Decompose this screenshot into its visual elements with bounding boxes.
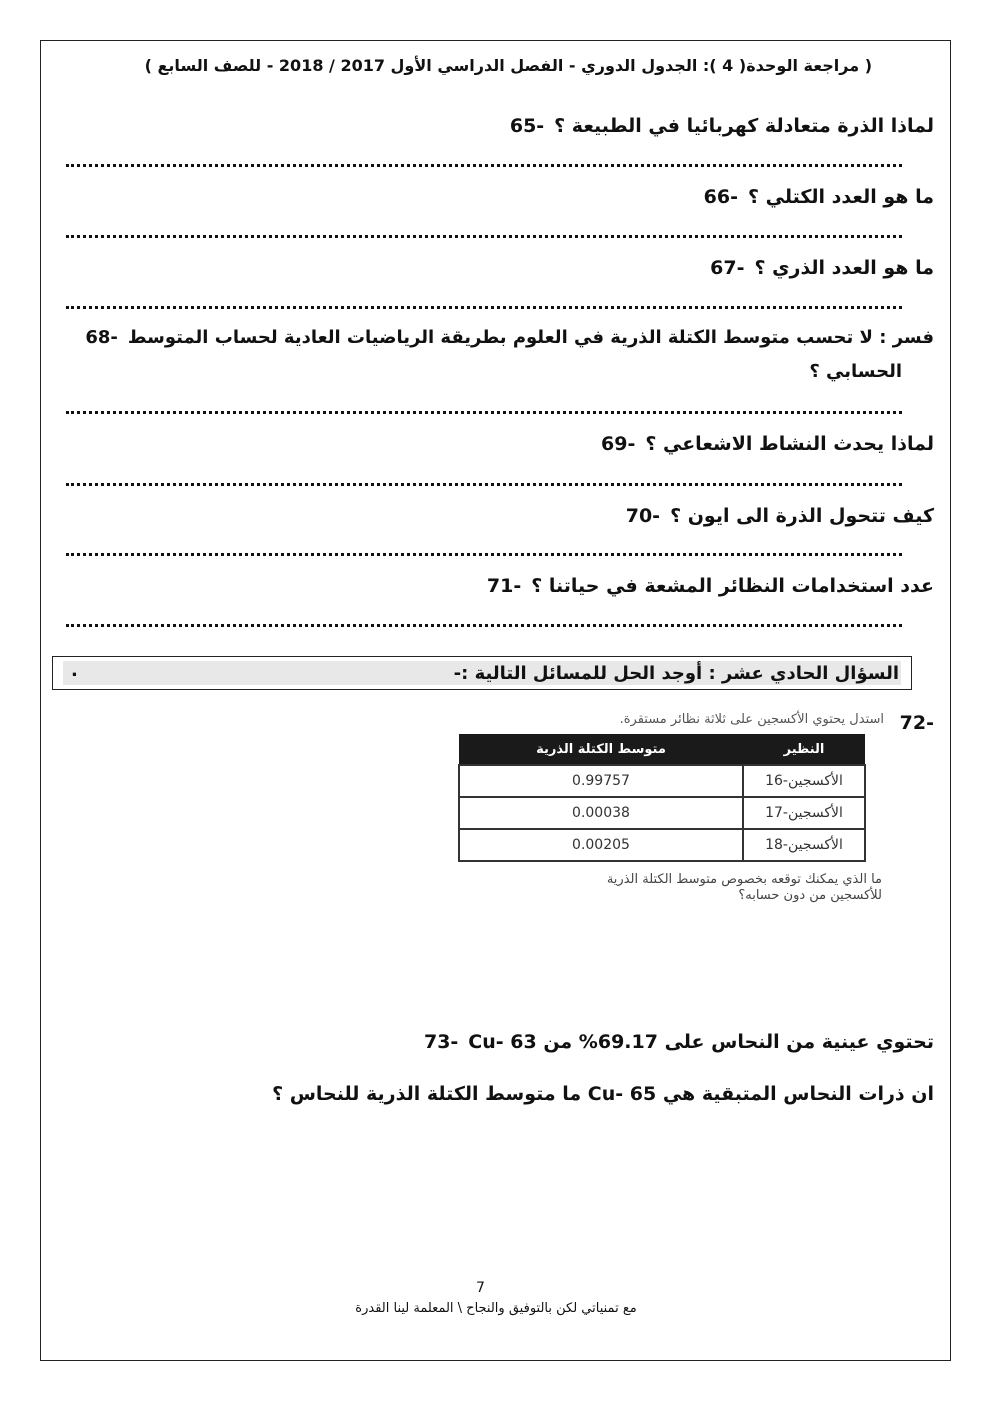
question-text: تحتوي عينية من النحاس على 69.17% من Cu- 63: [468, 1031, 934, 1053]
footer-note: مع تمنياتي لكن بالتوفيق والنجاح \ المعلمة لينا القدرة: [355, 1301, 637, 1316]
question-69: [601, 433, 934, 455]
answer-line: [66, 235, 902, 242]
section-title: السؤال الحادي عشر : أوجد الحل للمسائل التالية :-: [453, 663, 899, 684]
question-72-number: 72-: [899, 712, 934, 734]
column-header: متوسط الكتلة الذرية: [459, 734, 743, 765]
isotope-cell: الأكسجين-16: [743, 765, 865, 797]
table-header-row: [459, 734, 865, 765]
value-cell: 0.99757: [459, 765, 743, 797]
answer-line: [66, 164, 902, 171]
question-text: عدد استخدامات النظائر المشعة في حياتنا ؟: [531, 575, 934, 597]
question-text: لماذا الذرة متعادلة كهربائيا في الطبيعة ؟: [554, 115, 934, 137]
figure-intro: استدل يحتوي الأكسجين على ثلاثة نظائر مستقرة.: [619, 712, 884, 727]
answer-line: [66, 411, 902, 418]
answer-line: [66, 553, 902, 560]
question-text: لماذا يحدث النشاط الاشعاعي ؟: [645, 433, 934, 455]
question-text: فسر : لا تحسب متوسط الكتلة الذرية في العلوم بطريقة الرياضيات العادية لحساب المتوسط: [127, 327, 934, 348]
section-dot: .: [71, 660, 78, 681]
value-cell: 0.00205: [459, 829, 743, 861]
column-header: النظير: [743, 734, 865, 765]
question-67: [710, 257, 934, 279]
question-number: 69-: [601, 433, 636, 455]
question-number: 71-: [486, 575, 522, 597]
question-number: 65-: [509, 115, 545, 137]
answer-line: [66, 483, 902, 490]
question-70: [626, 505, 934, 527]
question-number: 73-: [423, 1031, 459, 1053]
question-number: 66-: [703, 186, 738, 208]
question-71: [487, 575, 934, 597]
question-text: ما هو العدد الكتلي ؟: [748, 186, 934, 208]
answer-line: [66, 306, 902, 313]
answer-line: [66, 624, 902, 631]
table-row: [459, 797, 865, 829]
question-66: [704, 186, 934, 208]
isotope-cell: الأكسجين-17: [743, 797, 865, 829]
figure-followup: ما الذي يمكنك توقعه بخصوص متوسط الكتلة الذرية: [606, 872, 882, 887]
question-number: 67-: [710, 257, 745, 279]
isotope-cell: الأكسجين-18: [743, 829, 865, 861]
page-header: ( مراجعة الوحدة( 4 ): الجدول الدوري - الفصل الدراسي الأول 2017 / 2018 - للصف السابع ): [144, 56, 872, 75]
figure-followup-continued: للأكسجين من دون حسابه؟: [738, 888, 882, 903]
isotope-table: [458, 734, 866, 862]
question-text: ما هو العدد الذري ؟: [754, 257, 934, 279]
question-text: كيف تتحول الذرة الى ايون ؟: [670, 505, 934, 527]
question-68: [85, 327, 934, 348]
page-number: 7: [476, 1280, 485, 1296]
value-cell: 0.00038: [459, 797, 743, 829]
question-65: [510, 115, 934, 137]
question-number: 70-: [625, 505, 661, 527]
question-number: 68-: [85, 327, 118, 348]
question-73: [424, 1031, 934, 1053]
isotope-figure: [432, 712, 896, 903]
table-row: [459, 765, 865, 797]
question-text-continued: الحسابي ؟: [809, 361, 902, 382]
section-eleven-box: [52, 656, 912, 690]
question-73-continued: ان ذرات النحاس المتبقية هي Cu- 65 ما متوسط الكتلة الذرية للنحاس ؟: [272, 1083, 934, 1105]
table-row: [459, 829, 865, 861]
